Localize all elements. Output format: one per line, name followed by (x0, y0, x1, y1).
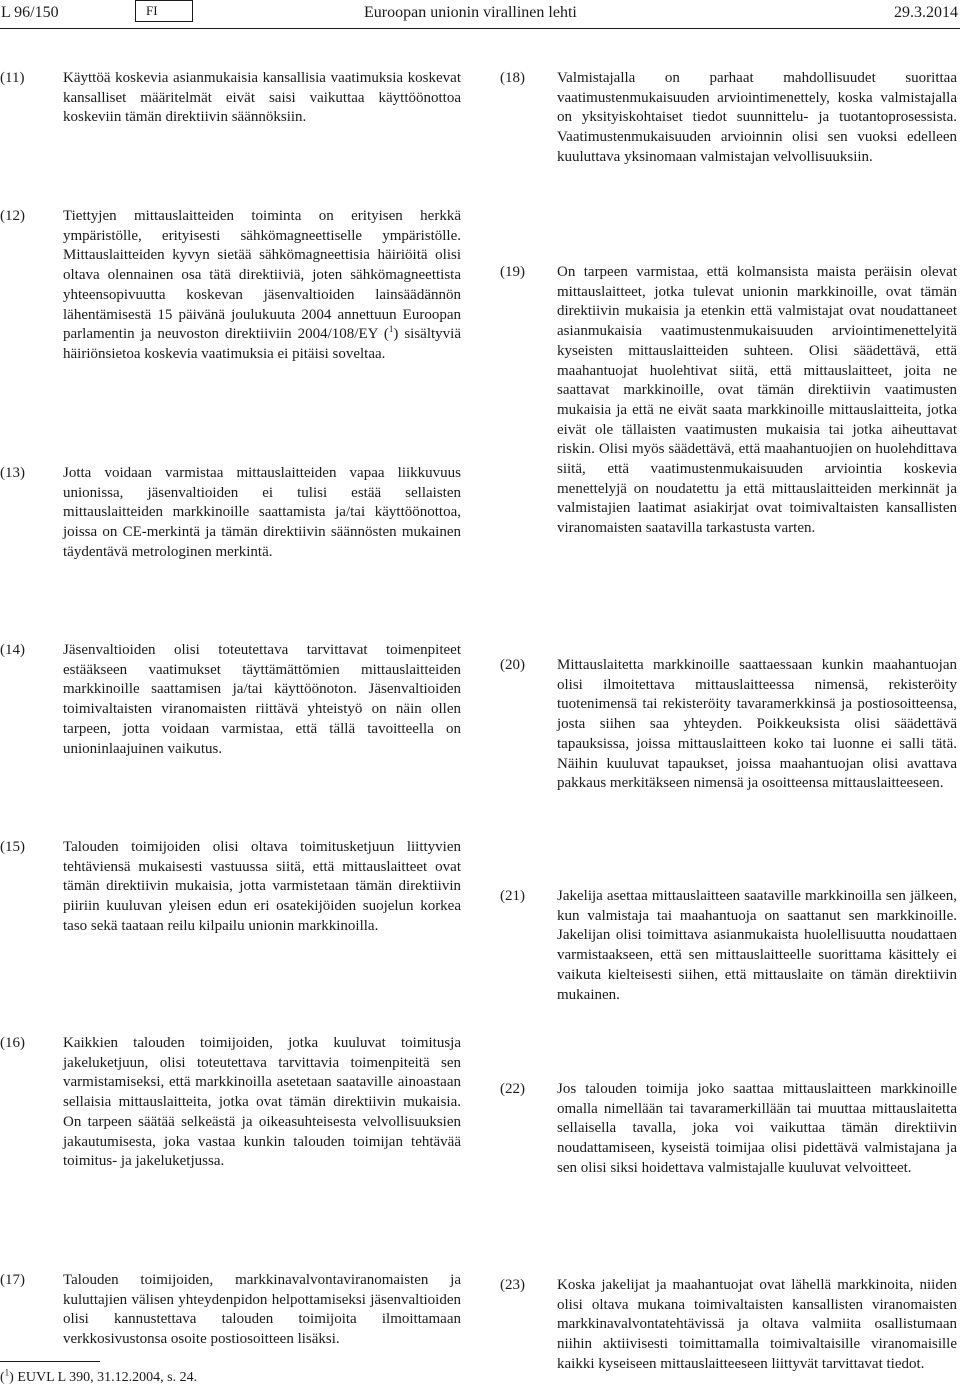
recital-text: Jotta voidaan varmistaa mittauslaitteiden vapaa liikkuvuus unionissa, jäsenvaltioiden ei tulisi estää sellaisten mittauslaitteiden markkinoille saattamista ja/tai käyttöönottoa, joissa on CE-merkintä ja tämän direktiivin säännösten mukainen täydentävä metrologinen merkintä. (63, 465, 461, 560)
recital-text: Käyttöä koskevia asianmukaisia kansallisia vaatimuksia koskevat kansalliset määritelmät eivät saisi vaikuttaa käyttöönottoa koskeviin tämän direktiivin säännöksiin. (63, 70, 461, 126)
footnote-text: EUVL L 390, 31.12.2004, s. 24. (17, 1370, 198, 1385)
recital-number: (23) (500, 1277, 525, 1293)
recital-text: Jos talouden toimija joko saattaa mittauslaitteen markkinoille omalla nimellään tai tavaramerkillään tai muuttaa mittauslaitetta sellaisella tavalla, joka voi vaikuttaa tämän direktiivin noudattamiseen, kyseistä toimijaa olisi pidettävä valmistajana ja sen olisi siksi hoidettava valmistajalle kuuluvat velvoitteet. (557, 1081, 957, 1176)
recital-text: Valmistajalla on parhaat mahdollisuudet suorittaa vaatimustenmukaisuuden arviointimenettely, koska valmistajalla on yksityiskohtaiset tiedot suunnittelu- ja tuotantoprosessista. Vaatimustenmukaisuuden arvioinnin olisi sen vuoksi edelleen kuuluttava yksinomaan valmistajan velvollisuuksiin. (557, 70, 957, 165)
footnote-reference: 1 (388, 324, 394, 335)
recital-text: Talouden toimijoiden olisi oltava toimitusketjuun liittyvien tehtäviensä mukaisesti vastuussa siitä, että mittauslaitteet ovat tämän direktiivin mukaisia, jotta varmistetaan tämän direktiivin piiriin kuuluvan yleisen edun eri osatekijöiden suojelun korkea taso sekä taataan reilu kilpailu unionin markkinoilla. (63, 839, 461, 934)
recital-number: (15) (0, 839, 25, 855)
recital-number: (11) (0, 70, 25, 86)
language-badge: FI (135, 0, 193, 22)
recital-text: Jäsenvaltioiden olisi toteutettava tarvittavat toimenpiteet estääkseen vaatimukset täyttämättömien mittauslaitteiden markkinoille saattamisen ja/tai käyttöönoton. Jäsenvaltioiden toimivaltaisten viranomaisten riittävä yhteistyö on näin ollen tarpeen, jotta voidaan varmistaa, että tällä tavoitteella on unioninlaajuinen vaikutus. (63, 642, 461, 757)
recital-text: Koska jakelijat ja maahantuojat ovat lähellä markkinoita, niiden olisi oltava mukana toimivaltaisten kansallisten viranomaisten markkinavalvontatehtävissä ja oltava valmiita osallistumaan niihin aktiivisesti toimittamalla toimivaltaisille viranomaisille kaikki kyseiseen mittauslaitteeseen liittyvät tarvittavat tiedot. (557, 1277, 957, 1372)
recital-number: (12) (0, 208, 25, 224)
recital-text: Talouden toimijoiden, markkinavalvontaviranomaisten ja kuluttajien välisen yhteydenpidon helpottamiseksi jäsenvaltioiden olisi kannustettava talouden toimijoita ilmoittamaan verkkosivustonsa osoite postiosoitteen lisäksi. (63, 1272, 461, 1348)
recital-number: (18) (500, 70, 525, 86)
recital-number: (21) (500, 888, 525, 904)
footnote-marker: 1 (4, 1367, 10, 1378)
page-reference: L 96/150 (1, 4, 59, 21)
recital-number: (22) (500, 1081, 525, 1097)
recital-number: (13) (0, 465, 25, 481)
header-divider (0, 28, 960, 29)
recital-text: Mittauslaitetta markkinoille saattaessaan kunkin maahantuojan olisi ilmoitettava mittauslaitteessa nimensä, rekisteröity tuotenimensä tai rekisteröity tavaramerkkinsä ja postiosoitteensa, josta siihen saa yhteyden. Poikkeuksista olisi säädettävä tapauksissa, joissa mittauslaitteen koko tai luonne ei salli tätä. Näihin kuuluvat tapaukset, joissa maahantuojan olisi avattava pakkaus merkitäkseen nimensä ja osoitteensa mittauslaitteeseen. (557, 657, 957, 792)
recital-number: (19) (500, 264, 525, 280)
footnote: ($^1$) EUVL L 390, 31.12.2004, s. 24. (0, 1367, 198, 1385)
footnote-divider (0, 1361, 100, 1362)
recital-number: (17) (0, 1272, 25, 1288)
recital-text-part: Tiettyjen mittauslaitteiden toiminta on erityisen herkkä ympäristölle, erityisesti sähkömagneettiselle ympäristölle. Mittauslaitteiden kyvyn sietää sähkömagneettisia häiriöitä olisi oltava olennainen osa tätä direktiiviä, joten sähkömagneettista yhteensopivuutta koskevan jäsenvaltioiden lainsäädännön lähentämisestä 15 päivänä joulukuuta 2004 annettuun Euroopan parlamentin ja neuvoston direktiiviin 2004/108/EY ( (63, 208, 461, 343)
recital-text (63, 207, 461, 365)
recital-text: Jakelija asettaa mittauslaitteen saataville markkinoilla sen jälkeen, kun valmistaja tai maahantuoja on saattanut sen markkinoille. Jakelijan olisi toimittava asianmukaista huolellisuutta noudattaen varmistaakseen, että sen mittauslaitteelle suorittama käsittely ei vaikuta kielteisesti siihen, että mittauslaite on tämän direktiivin mukainen. (557, 888, 957, 1003)
recital-text-part: ) sisältyviä häiriönsietoa koskevia vaatimuksia ei pitäisi soveltaa. (63, 326, 461, 362)
recital-text: On tarpeen varmistaa, että kolmansista maista peräisin olevat mittauslaitteet, jotka tulevat unionin markkinoille, ovat tämän direktiivin mukaisia ja etenkin että valmistajat ovat noudattaneet asianmukaisia vaatimustenmukaisuuden arviointimenettelyitä kyseisten mittauslaitteiden suhteen. Olisi säädettävä, että maahantuojat huolehtivat siitä, että mittauslaitteet, joita ne saattavat markkinoille, ovat tämän direktiivin vaatimusten mukaisia ja että ne eivät saata markkinoille mittauslaitteita, jotka eivät ole tällaisten vaatimusten mukaisia tai jotka aiheuttavat riskin. Olisi myös säädettävä, että maahantuojien on huolehdittava siitä, että vaatimustenmukaisuuden arviointia koskevia menettelyjä on noudatettu ja että mittauslaitteiden merkinnät ja valmistajien laatimat asiakirjat ovat toimivaltaisten kansallisten viranomaisten saatavilla tarkastusta varten. (557, 264, 957, 537)
recital-number: (14) (0, 642, 25, 658)
recital-text: Kaikkien talouden toimijoiden, jotka kuuluvat toimitusja jakeluketjuun, olisi toteutettava tarvittavia toimenpiteitä sen varmistamiseksi, että markkinoilla asetetaan saataville ainoastaan sellaisia mittauslaitteita, jotka ovat tämän direktiivin mukaisia. On tarpeen säätää selkeästä ja oikeasuhteisesta velvollisuuksien jakautumisesta, joka vastaa kunkin talouden toimijan tehtävää toimitus- ja jakeluketjussa. (63, 1035, 461, 1170)
recital-number: (16) (0, 1035, 25, 1051)
publication-date: 29.3.2014 (894, 4, 958, 21)
page-header (0, 0, 960, 26)
recital-number: (20) (500, 657, 525, 673)
journal-title: Euroopan unionin virallinen lehti (364, 4, 577, 21)
